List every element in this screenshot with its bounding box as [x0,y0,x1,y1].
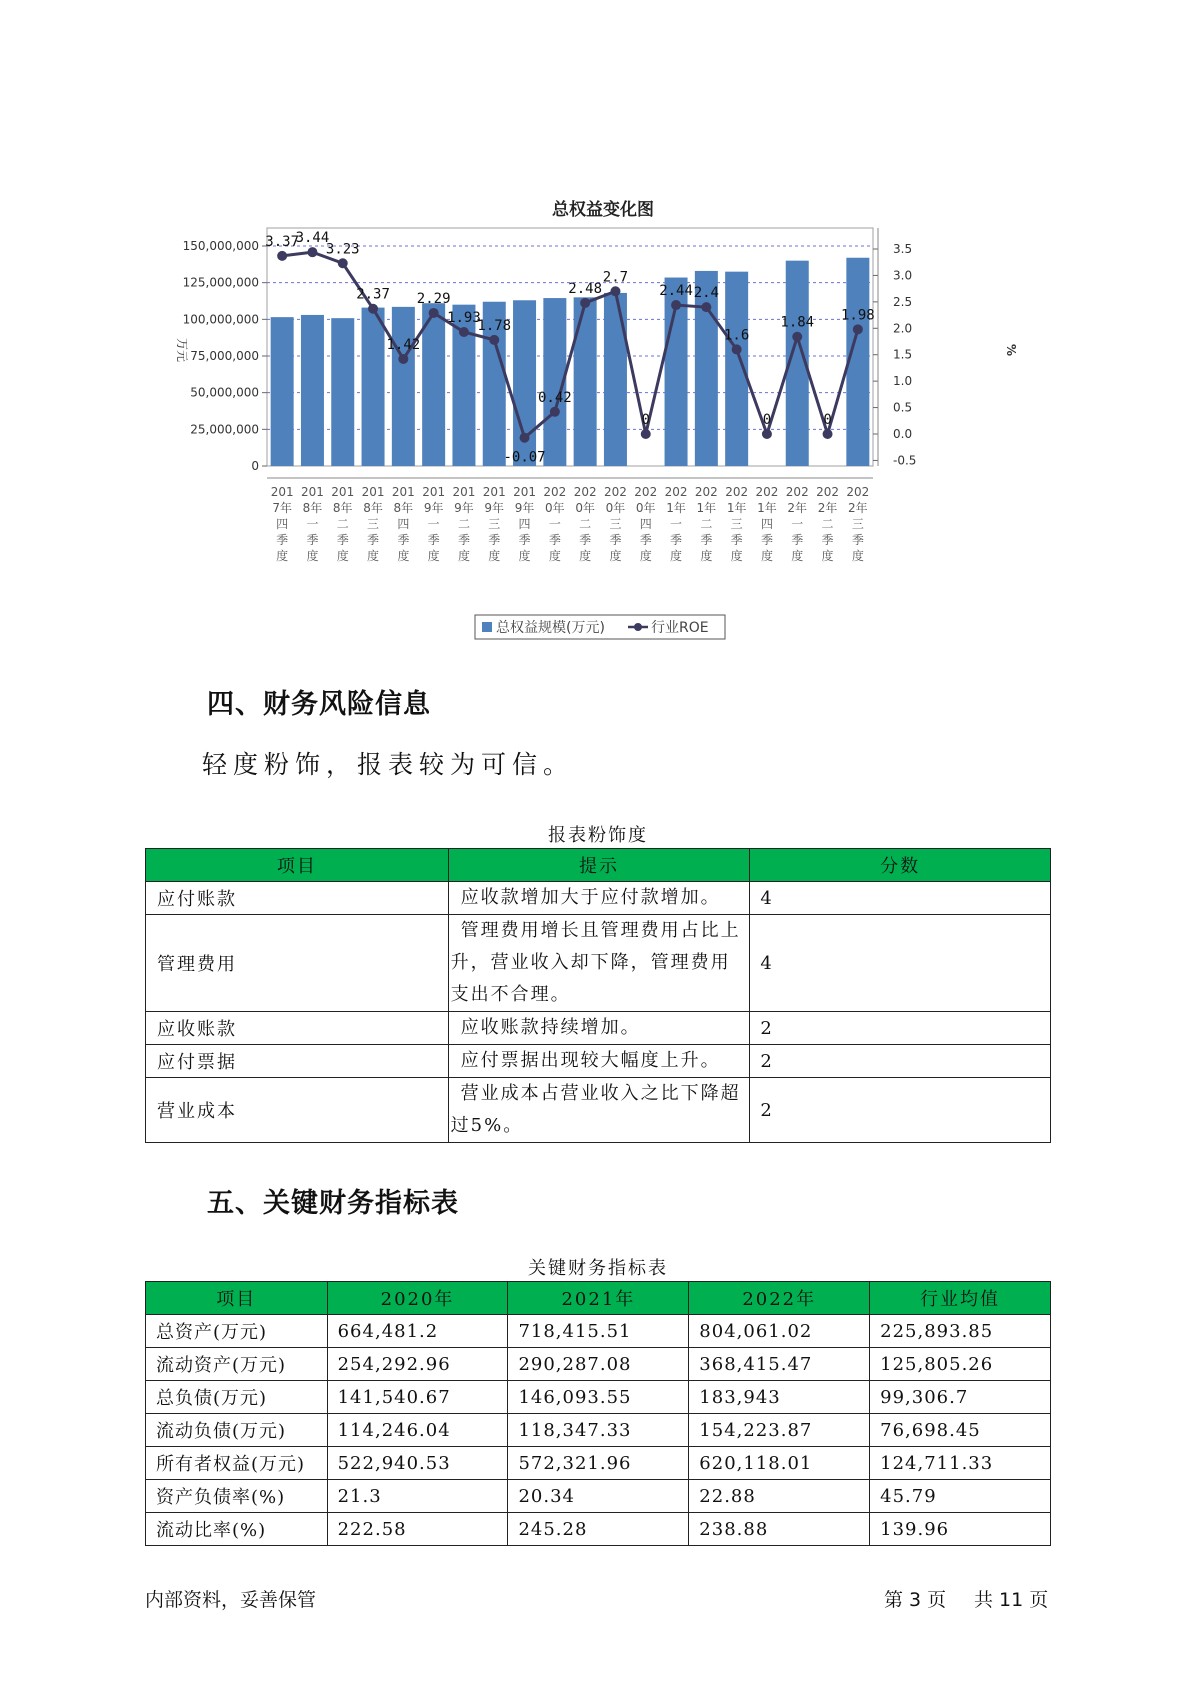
x-tick-label: 202 0年四季度 [634,485,658,563]
roe-point [550,407,560,417]
roe-data-label: 1.93 [447,309,481,326]
roe-point [792,332,802,342]
roe-point [641,429,651,439]
footer-total-pages: 共 11 页 [974,1589,1049,1611]
x-tick-label: 201 9年四季度 [513,485,537,563]
kpi-value: 114,246.04 [327,1414,508,1447]
kpi-item: 资产负债率(%) [146,1480,328,1513]
roe-data-label: 2.37 [356,286,390,303]
kpi-value: 290,287.08 [508,1348,689,1381]
y-tick-label: 50,000,000 [190,385,259,400]
y-tick-label: 100,000,000 [182,312,259,327]
roe-data-label: 0 [641,412,650,428]
y-tick-label: 150,000,000 [182,239,259,253]
kpi-value: 20.34 [508,1480,689,1513]
roe-data-label: 2.48 [568,280,603,297]
x-tick-label: 201 8年三季度 [361,485,385,563]
risk-hint: 应收账款持续增加。 [448,1012,750,1045]
roe-data-label: 3.37 [265,233,300,250]
roe-point [610,286,620,296]
roe-data-label: 1.98 [840,307,875,324]
roe-point [489,335,499,345]
kpi-value: 139.96 [870,1513,1051,1546]
bar [574,297,597,466]
x-tick-label: 202 0年三季度 [603,485,627,563]
table-row [146,1045,1051,1078]
y-axis-title: 万元 [175,337,189,363]
x-tick-label: 202 1年一季度 [664,485,688,563]
table-row [146,915,1051,1012]
kpi-value: 146,093.55 [508,1381,689,1414]
kpi-value: 254,292.96 [327,1348,508,1381]
x-tick-label: 202 0年二季度 [573,485,597,563]
footer-page-number: 第 3 页 [884,1589,947,1611]
roe-data-label: 1.42 [386,336,421,353]
x-tick-label: 202 1年四季度 [755,485,779,563]
bar [331,318,354,466]
risk-item: 管理费用 [146,915,449,1012]
x-tick-label: 202 1年二季度 [694,485,718,563]
roe-point [520,433,530,443]
kpi-item: 所有者权益(万元) [146,1447,328,1480]
col-header: 项目 [146,849,449,882]
y2-axis-title: % [1004,343,1018,357]
roe-point [701,302,711,312]
kpi-value: 183,943 [689,1381,870,1414]
chart-title: 总权益变化图 [552,200,654,220]
roe-point [429,308,439,318]
kpi-value: 22.88 [689,1480,870,1513]
roe-point [338,258,348,268]
kpi-table-caption: 关键财务指标表 [528,1258,668,1279]
kpi-value: 245.28 [508,1513,689,1546]
roe-data-label: 1.78 [477,317,512,334]
legend-line-label: 行业ROE [651,620,709,636]
roe-point [762,429,772,439]
col-header: 提示 [448,849,750,882]
table-header-row [146,1282,1051,1315]
kpi-value: 154,223.87 [689,1414,870,1447]
roe-data-label: 0.42 [537,389,572,406]
risk-score: 2 [750,1012,1051,1045]
risk-hint: 管理费用增长且管理费用占比上升，营业收入却下降，管理费用支出不合理。 [448,915,750,1012]
table-header-row [146,849,1051,882]
col-header: 项目 [146,1282,328,1315]
kpi-table [145,1281,1051,1546]
kpi-value: 99,306.7 [870,1381,1051,1414]
x-tick-label: 201 8年四季度 [391,485,415,563]
risk-item: 应付票据 [146,1045,449,1078]
roe-data-label: 2.44 [659,283,693,300]
bar [301,315,324,466]
table-row [146,882,1051,915]
risk-score: 4 [750,915,1051,1012]
risk-hint: 营业成本占营业收入之比下降超过5%。 [448,1078,750,1143]
risk-item: 应付账款 [146,882,449,915]
roe-point [853,324,863,334]
y-tick-label: 75,000,000 [190,349,259,363]
risk-summary: 轻度粉饰，报表较为可信。 [202,750,575,779]
y2-tick-label: 1.0 [893,374,913,389]
bar [362,308,385,466]
section5-heading: 五、关键财务指标表 [207,1188,459,1219]
x-tick-label: 201 7年四季度 [270,485,294,563]
kpi-value: 124,711.33 [870,1447,1051,1480]
roe-point [398,354,408,364]
col-header: 2021年 [508,1282,689,1315]
kpi-item: 总资产(万元) [146,1315,328,1348]
kpi-value: 45.79 [870,1480,1051,1513]
table-row [146,1513,1051,1546]
kpi-value: 238.88 [689,1513,870,1546]
kpi-value: 572,321.96 [508,1447,689,1480]
roe-data-label: 2.29 [416,290,451,307]
kpi-value: 522,940.53 [327,1447,508,1480]
risk-hint: 应付票据出现较大幅度上升。 [448,1045,750,1078]
kpi-value: 222.58 [327,1513,508,1546]
kpi-item: 总负债(万元) [146,1381,328,1414]
y2-tick-label: 3.5 [893,242,913,256]
equity-chart [170,195,1030,650]
table-row [146,1447,1051,1480]
roe-data-label: 1.6 [724,327,750,344]
y2-tick-label: 3.0 [893,268,913,283]
kpi-value: 141,540.67 [327,1381,508,1414]
roe-point [307,247,317,257]
roe-data-label: 3.44 [295,230,330,247]
table-row [146,1348,1051,1381]
table-row [146,1315,1051,1348]
roe-data-label: 2.7 [602,269,629,286]
roe-point [368,304,378,314]
risk-hint: 应收款增加大于应付款增加。 [448,882,750,915]
y2-tick-label: -0.5 [893,453,917,468]
roe-data-label: 0 [823,412,832,428]
x-tick-label: 201 8年二季度 [331,485,355,563]
section4-heading: 四、财务风险信息 [207,689,431,720]
roe-data-label: -0.07 [503,449,546,466]
kpi-item: 流动比率(%) [146,1513,328,1546]
x-tick-label: 201 9年一季度 [422,485,446,563]
roe-point [671,300,681,310]
bar [392,307,415,466]
risk-item: 营业成本 [146,1078,449,1143]
kpi-value: 21.3 [327,1480,508,1513]
table-row [146,1414,1051,1447]
kpi-value: 368,415.47 [689,1348,870,1381]
roe-data-label: 1.84 [780,314,815,331]
table-row [146,1078,1051,1143]
roe-point [277,251,287,261]
kpi-value: 76,698.45 [870,1414,1051,1447]
roe-point [580,298,590,308]
risk-item: 应收账款 [146,1012,449,1045]
plot-area [267,228,873,466]
roe-point [459,327,469,337]
risk-table [145,848,1051,1143]
y2-tick-label: 0.0 [893,427,913,441]
kpi-value: 620,118.01 [689,1447,870,1480]
legend-bar-label: 总权益规模(万元) [496,620,605,636]
table-row [146,1012,1051,1045]
col-header: 2020年 [327,1282,508,1315]
kpi-value: 118,347.33 [508,1414,689,1447]
legend-bar-swatch [482,622,492,632]
table-row [146,1480,1051,1513]
x-tick-label: 202 0年一季度 [543,485,567,563]
y-tick-label: 125,000,000 [182,275,259,290]
kpi-item: 流动负债(万元) [146,1414,328,1447]
kpi-value: 125,805.26 [870,1348,1051,1381]
y2-tick-label: 2.5 [893,294,913,309]
roe-data-label: 3.23 [325,241,360,258]
y2-tick-label: 2.0 [893,321,913,336]
risk-score: 2 [750,1045,1051,1078]
y2-tick-label: 1.5 [893,347,913,362]
x-tick-label: 202 1年三季度 [725,485,749,563]
kpi-value: 225,893.85 [870,1315,1051,1348]
roe-point [732,344,742,354]
y-tick-label: 25,000,000 [190,422,259,437]
kpi-value: 664,481.2 [327,1315,508,1348]
roe-point [823,429,833,439]
x-tick-label: 202 2年一季度 [785,485,809,563]
y2-tick-label: 0.5 [893,400,913,415]
col-header: 2022年 [689,1282,870,1315]
kpi-value: 718,415.51 [508,1315,689,1348]
col-header: 行业均值 [870,1282,1051,1315]
roe-data-label: 2.4 [693,285,719,302]
table-row [146,1381,1051,1414]
x-tick-label: 202 2年三季度 [846,485,870,563]
col-header: 分数 [750,849,1051,882]
kpi-item: 流动资产(万元) [146,1348,328,1381]
risk-score: 2 [750,1078,1051,1143]
x-tick-label: 202 2年二季度 [816,485,840,563]
kpi-value: 804,061.02 [689,1315,870,1348]
x-tick-label: 201 8年一季度 [300,485,324,563]
risk-score: 4 [750,882,1051,915]
bar [604,293,627,466]
risk-table-caption: 报表粉饰度 [548,825,648,846]
x-tick-label: 201 9年二季度 [452,485,476,563]
footer-confidential: 内部资料，妥善保管 [145,1589,317,1611]
legend-line-marker [634,623,642,631]
roe-data-label: 0 [762,412,772,428]
bar [271,317,294,466]
y-tick-label: 0 [251,459,259,473]
x-tick-label: 201 9年三季度 [482,485,506,563]
